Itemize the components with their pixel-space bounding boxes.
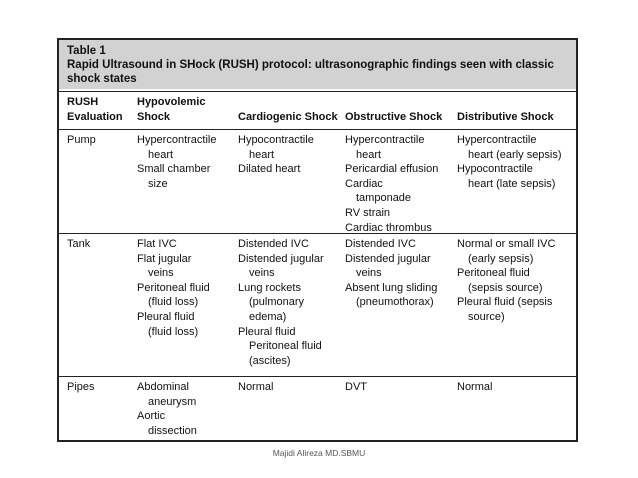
cell-line: size — [148, 177, 168, 190]
table-caption — [59, 40, 576, 89]
cell-line: Distended jugular — [238, 252, 324, 265]
cell-line: Distended jugular — [345, 252, 431, 265]
cell-line: Hypocontractile — [457, 163, 533, 176]
table-rule — [59, 441, 576, 442]
row-label: Pipes — [67, 381, 95, 393]
cell-line: source) — [468, 310, 505, 323]
cell-line: Peritoneal fluid — [249, 340, 322, 353]
cell-line: Distended IVC — [238, 238, 309, 250]
cell-line: Absent lung sliding — [345, 281, 438, 294]
cell-line: RV strain — [345, 206, 391, 219]
cell-line: Normal or small IVC — [457, 238, 556, 250]
cell-line: aneurysm — [148, 395, 197, 408]
cell-line: (sepsis source) — [468, 281, 543, 294]
cell-line: heart — [356, 148, 382, 161]
cell-line: Flat jugular — [137, 252, 192, 265]
cell-line: Flat IVC — [137, 238, 177, 250]
column-header — [345, 110, 442, 125]
column-header-line: Evaluation — [67, 110, 123, 123]
cell-line: Hypercontractile — [137, 134, 217, 146]
cell-line: heart — [249, 148, 275, 161]
cell-line: veins — [249, 267, 275, 280]
table-rule — [59, 233, 576, 234]
table-rule — [59, 91, 576, 92]
cell-line: (pneumothorax) — [356, 296, 434, 309]
column-header — [457, 110, 554, 125]
column-header-line: Distributive Shock — [457, 110, 554, 123]
cell-line: veins — [356, 267, 382, 280]
column-header — [238, 110, 338, 125]
cell-line: tamponade — [356, 192, 412, 205]
cell-line: Pericardial effusion — [345, 163, 439, 176]
cell-line: Cardiac thrombus — [345, 221, 432, 234]
table-cell — [457, 380, 492, 395]
cell-line: Abdominal — [137, 381, 189, 393]
cell-line: Cardiac — [345, 177, 383, 190]
column-header-line: Cardiogenic Shock — [238, 110, 338, 123]
cell-line: Hypercontractile — [457, 134, 537, 146]
cell-line: (fluid loss) — [148, 325, 199, 338]
table-cell — [137, 133, 216, 191]
footer-credit: Majidi Alireza MD.SBMU — [272, 448, 366, 458]
cell-line: Peritoneal fluid — [137, 281, 210, 294]
cell-line: dissection — [148, 424, 197, 437]
table-rule — [59, 376, 576, 377]
cell-line: Peritoneal fluid — [457, 267, 530, 280]
cell-line: Pleural fluid — [238, 325, 296, 338]
cell-line: Lung rockets — [238, 281, 301, 294]
cell-line: veins — [148, 267, 174, 280]
cell-line: heart (late sepsis) — [468, 177, 556, 190]
table-cell — [457, 133, 562, 191]
cell-line: Distended IVC — [345, 238, 416, 250]
column-header-line: RUSH — [67, 96, 99, 108]
cell-line: Small chamber — [137, 163, 211, 176]
cell-line: Hypercontractile — [345, 134, 425, 146]
cell-line: (fluid loss) — [148, 296, 199, 309]
column-header-line: Obstructive Shock — [345, 110, 443, 123]
table-cell — [238, 133, 314, 177]
cell-line: (early sepsis) — [468, 252, 534, 265]
cell-line: (pulmonary — [249, 296, 305, 309]
row-label: Tank — [67, 238, 91, 250]
cell-line: Pleural fluid (sepsis — [457, 296, 553, 309]
cell-line: Aortic — [137, 410, 166, 423]
cell-line: Pleural fluid — [137, 310, 195, 323]
column-header-line: Shock — [137, 110, 171, 123]
column-header — [67, 95, 123, 124]
table-cell — [345, 237, 437, 310]
table-label: Table 1 — [67, 45, 106, 57]
cell-line: heart (early sepsis) — [468, 148, 562, 161]
table-cell — [457, 237, 555, 325]
column-header-line: Hypovolemic — [137, 96, 206, 108]
row-label: Pump — [67, 134, 96, 146]
cell-line: heart — [148, 148, 174, 161]
table-rule — [59, 129, 576, 130]
column-header — [137, 95, 205, 124]
table-cell — [345, 133, 438, 235]
table-cell — [238, 380, 273, 395]
cell-line: DVT — [345, 381, 367, 393]
cell-line: Dilated heart — [238, 163, 301, 176]
table-cell — [137, 380, 197, 438]
cell-line: (ascites) — [249, 354, 291, 367]
rush-table — [57, 38, 578, 442]
table-cell — [238, 237, 324, 368]
cell-line: Normal — [238, 381, 274, 393]
table-cell — [345, 380, 367, 395]
table-cell — [137, 237, 210, 339]
cell-line: edema) — [249, 310, 287, 323]
table-title-line-1: Rapid Ultrasound in SHock (RUSH) protocol: ultrasonographic findings seen with classic — [67, 59, 554, 71]
cell-line: Hypocontractile — [238, 134, 314, 146]
cell-line: Normal — [457, 381, 493, 393]
table-title-line-2: shock states — [67, 73, 137, 85]
